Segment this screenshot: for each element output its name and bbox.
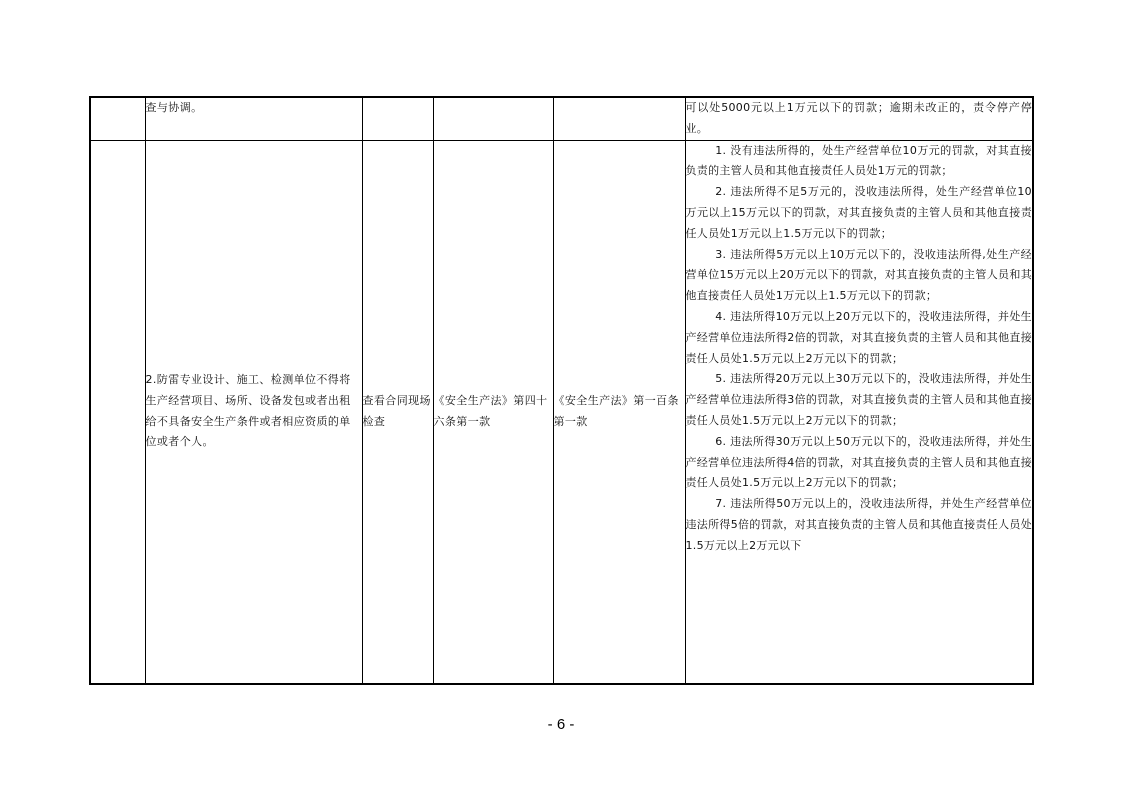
penalty-item-4: 4. 违法所得10万元以上20万元以下的，没收违法所得，并处生产经营单位违法所得2倍的罚款，对其直接负责的主管人员和其他直接责任人员处1.5万元以上2万元以下的罚款； [685, 309, 1032, 365]
basis-cell [433, 97, 553, 140]
penalty-basis-cell [553, 140, 685, 684]
category-cell [90, 97, 145, 140]
table-row [90, 140, 1033, 684]
penalty-item-6: 6. 违法所得30万元以上50万元以下的，没收违法所得，并处生产经营单位违法所得4倍的罚款，对其直接负责的主管人员和其他直接责任人员处1.5万元以上2万元以下的罚款； [685, 434, 1032, 490]
penalty-item-2: 2. 违法所得不足5万元的，没收违法所得，处生产经营单位10万元以上15万元以下的罚款，对其直接负责的主管人员和其他直接责任人员处1万元以上1.5万元以下的罚款； [685, 185, 1032, 240]
content-cell [145, 97, 362, 140]
page-number: - 6 - [547, 716, 575, 733]
method-text: 查看合同现场检查 [362, 393, 431, 428]
method-cell [362, 97, 433, 140]
penalty-item-3: 3. 违法所得5万元以上10万元以下的，没收违法所得,处生产经营单位15万元以上20万元以下的罚款，对其直接负责的主管人员和其他直接责任人员处1万元以上1.5万元以下的罚款； [685, 247, 1032, 303]
basis-cell [433, 140, 553, 684]
method-cell [362, 140, 433, 684]
table-row [90, 97, 1033, 140]
penalty-item-1: 1. 没有违法所得的，处生产经营单位10万元的罚款，对其直接负责的主管人员和其他直接责任人员处1万元的罚款； [685, 143, 1032, 178]
penalty-basis-text: 《安全生产法》第一百条第一款 [553, 393, 679, 428]
content-text: 2.防雷专业设计、施工、检测单位不得将生产经营项目、场所、设备发包或者出租给不具备安全生产条件或者相应资质的单位或者个人。 [145, 373, 351, 449]
basis-text: 《安全生产法》第四十六条第一款 [433, 393, 548, 428]
inspection-table [89, 96, 1034, 685]
content-cell [145, 140, 362, 684]
penalty-detail-cell [685, 140, 1033, 684]
penalty-basis-cell [553, 97, 685, 140]
category-cell [90, 140, 145, 684]
penalty-detail-text: 可以处5000元以上1万元以下的罚款；逾期未改正的，责令停产停业。 [685, 101, 1032, 135]
content-text: 查与协调。 [145, 101, 203, 114]
penalty-item-5: 5. 违法所得20万元以上30万元以下的，没收违法所得，并处生产经营单位违法所得3倍的罚款，对其直接负责的主管人员和其他直接责任人员处1.5万元以上2万元以下的罚款； [685, 372, 1032, 427]
penalty-detail-cell [685, 97, 1033, 140]
penalty-item-7: 7. 违法所得50万元以上的，没收违法所得，并处生产经营单位违法所得5倍的罚款，对其直接负责的主管人员和其他直接责任人员处1.5万元以上2万元以下 [685, 497, 1032, 552]
